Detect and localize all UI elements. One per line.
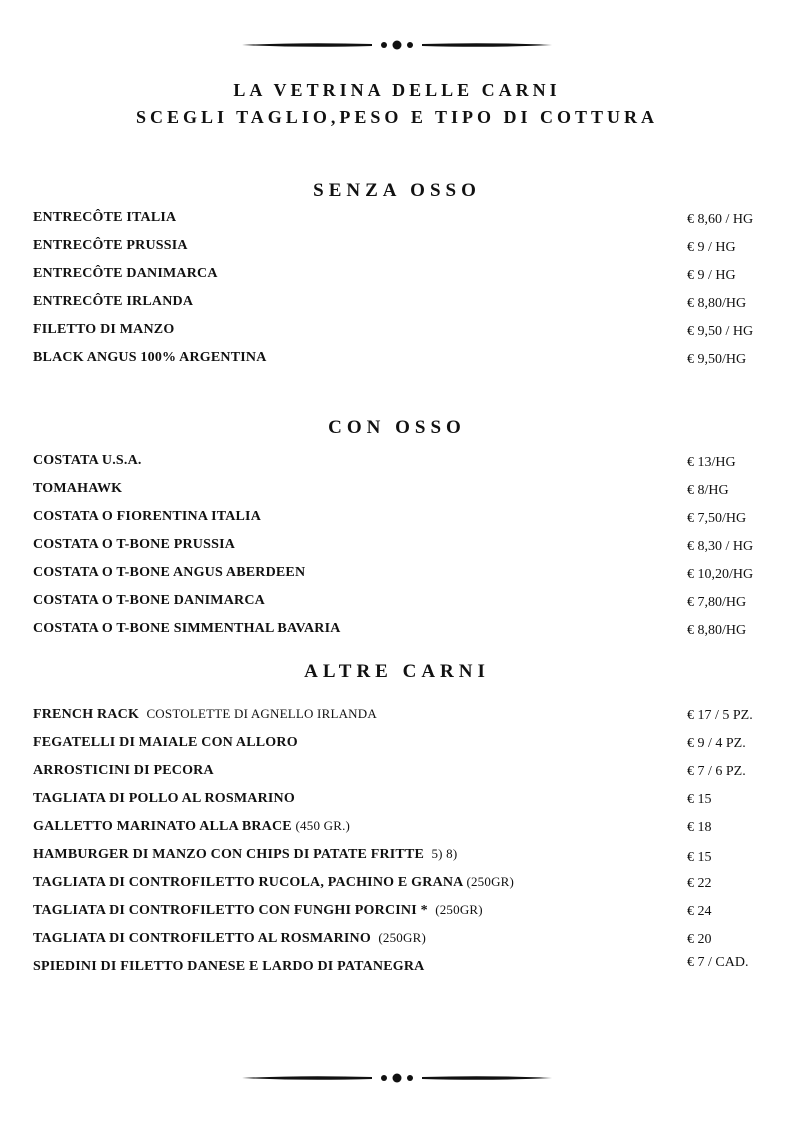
item-name xyxy=(33,818,350,835)
item-price: € 17 / 5 PZ. xyxy=(687,708,753,723)
item-price: € 24 xyxy=(687,904,712,919)
item-name: BLACK ANGUS 100% ARGENTINA xyxy=(33,350,267,365)
list-item xyxy=(33,846,783,866)
list-item xyxy=(33,790,783,810)
list-item xyxy=(33,762,783,782)
list-item xyxy=(33,453,783,473)
list-item xyxy=(33,266,783,286)
item-price: € 8,80/HG xyxy=(687,296,747,311)
list-item xyxy=(33,322,783,342)
item-name: ENTRECÔTE IRLANDA xyxy=(33,294,194,309)
item-note: 5) 8) xyxy=(431,846,458,861)
item-name xyxy=(33,706,377,723)
item-price: € 15 xyxy=(687,792,712,807)
bottom-ornament xyxy=(242,1072,552,1084)
item-price: € 8,60 / HG xyxy=(687,212,754,227)
list-item xyxy=(33,509,783,529)
item-name: ENTRECÔTE ITALIA xyxy=(33,210,177,225)
list-item xyxy=(33,565,783,585)
item-price: € 9 / 4 PZ. xyxy=(687,736,746,751)
item-price: € 7 / CAD. xyxy=(687,955,749,970)
item-price: € 18 xyxy=(687,820,712,835)
item-name-text: HAMBURGER DI MANZO CON CHIPS DI PATATE FRITTE xyxy=(33,847,425,862)
item-name: COSTATA O T-BONE PRUSSIA xyxy=(33,537,236,552)
list-item xyxy=(33,902,783,922)
item-name xyxy=(33,930,426,947)
list-item xyxy=(33,350,783,370)
item-price: € 9,50 / HG xyxy=(687,324,754,339)
item-price: € 13/HG xyxy=(687,455,736,470)
list-item xyxy=(33,734,783,754)
item-name: ENTRECÔTE PRUSSIA xyxy=(33,238,188,253)
item-price: € 9 / HG xyxy=(687,240,736,255)
item-name: TOMAHAWK xyxy=(33,481,123,496)
list-item xyxy=(33,294,783,314)
item-note: (450 GR.) xyxy=(295,818,351,833)
section-title-altre-carni: ALTRE CARNI xyxy=(304,661,490,682)
item-name xyxy=(33,734,298,751)
list-item xyxy=(33,955,783,978)
item-name xyxy=(33,846,457,863)
item-note: (250GR) xyxy=(466,874,515,889)
item-name-text: FRENCH RACK xyxy=(33,707,140,722)
item-name-text: ARROSTICINI DI PECORA xyxy=(33,763,214,778)
item-name: COSTATA O T-BONE DANIMARCA xyxy=(33,593,265,608)
list-item xyxy=(33,537,783,557)
item-name: ENTRECÔTE DANIMARCA xyxy=(33,266,218,281)
item-note: COSTOLETTE DI AGNELLO IRLANDA xyxy=(146,706,377,721)
item-price: € 7,80/HG xyxy=(687,595,747,610)
item-price: € 22 xyxy=(687,876,712,891)
item-name-text: SPIEDINI DI FILETTO DANESE E LARDO DI PATANEGRA xyxy=(33,959,425,974)
section-title-con-osso: CON OSSO xyxy=(328,417,466,438)
menu-title: LA VETRINA DELLE CARNI xyxy=(233,80,561,100)
item-name: COSTATA O FIORENTINA ITALIA xyxy=(33,509,262,524)
list-item xyxy=(33,818,783,838)
list-item xyxy=(33,706,783,726)
menu-subtitle: SCEGLI TAGLIO,PESO E TIPO DI COTTURA xyxy=(135,107,659,127)
item-name: COSTATA O T-BONE ANGUS ABERDEEN xyxy=(33,565,306,580)
item-name-text: TAGLIATA DI CONTROFILETTO RUCOLA, PACHINO E GRANA xyxy=(33,875,463,890)
item-name: COSTATA U.S.A. xyxy=(33,453,142,468)
item-name-text: TAGLIATA DI POLLO AL ROSMARINO xyxy=(33,791,295,806)
list-item xyxy=(33,874,783,894)
item-name-text: GALLETTO MARINATO ALLA BRACE xyxy=(33,819,292,834)
item-name-text: TAGLIATA DI CONTROFILETTO CON FUNGHI PORCINI * xyxy=(33,903,428,918)
item-name: COSTATA O T-BONE SIMMENTHAL BAVARIA xyxy=(33,621,341,636)
item-price: € 15 xyxy=(687,850,712,865)
list-item xyxy=(33,238,783,258)
item-price: € 7 / 6 PZ. xyxy=(687,764,746,779)
item-price: € 9 / HG xyxy=(687,268,736,283)
item-name-text: FEGATELLI DI MAIALE CON ALLORO xyxy=(33,735,298,750)
item-note: (250GR) xyxy=(378,930,426,945)
item-price: € 8,80/HG xyxy=(687,623,747,638)
item-note: (250GR) xyxy=(435,902,483,917)
list-item xyxy=(33,210,783,230)
item-price: € 7,50/HG xyxy=(687,511,747,526)
item-price: € 20 xyxy=(687,932,712,947)
section-title-senza-osso: SENZA OSSO xyxy=(313,180,481,201)
item-name-text: TAGLIATA DI CONTROFILETTO AL ROSMARINO xyxy=(33,931,371,946)
list-item xyxy=(33,593,783,613)
item-price: € 9,50/HG xyxy=(687,352,747,367)
list-item xyxy=(33,481,783,501)
item-name xyxy=(33,790,295,807)
item-name xyxy=(33,874,514,891)
item-price: € 8/HG xyxy=(687,483,729,498)
item-price: € 8,30 / HG xyxy=(687,539,754,554)
list-item xyxy=(33,930,783,950)
item-name xyxy=(33,762,214,779)
item-name xyxy=(33,958,425,975)
top-ornament xyxy=(242,39,552,51)
item-name xyxy=(33,902,483,919)
item-price: € 10,20/HG xyxy=(687,567,754,582)
list-item xyxy=(33,621,783,641)
item-name: FILETTO DI MANZO xyxy=(33,322,175,337)
